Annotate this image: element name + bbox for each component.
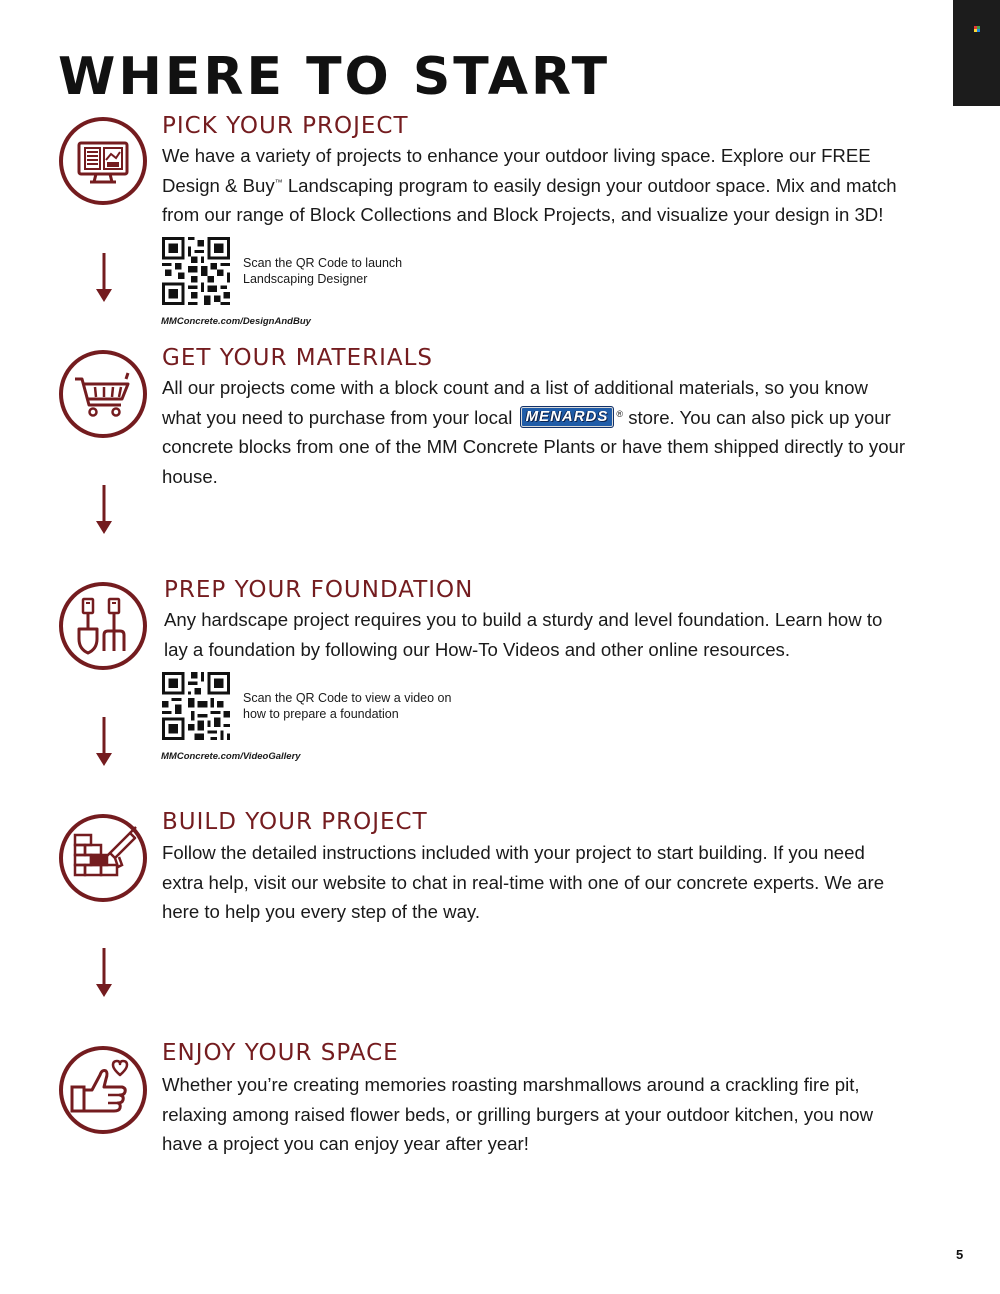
- corner-logo-dots: [974, 26, 980, 32]
- step-description: Follow the detailed instructions included with your project to start building. If you need extra help, visit our website to chat in real-time with one of our concrete experts. We are here to help you every step of the way.: [162, 842, 885, 922]
- step-heading: BUILD YOUR PROJECT: [162, 809, 428, 835]
- qr-caption: Scan the QR Code to launch Landscaping Designer: [243, 256, 403, 286]
- step-description-line: Landscaping program to easily design your outdoor space. Mix and match: [282, 174, 897, 196]
- qr-code-icon[interactable]: [162, 237, 230, 305]
- step-description-line: Design & Buy: [162, 174, 275, 196]
- menards-logo: MENARDS: [520, 406, 615, 428]
- down-arrow-icon: [93, 717, 115, 767]
- step-description: [162, 373, 907, 491]
- qr-url-link[interactable]: MMConcrete.com/VideoGallery: [161, 751, 301, 762]
- corner-tab: [953, 0, 1000, 106]
- registered-symbol: ®: [616, 408, 624, 419]
- down-arrow-icon: [93, 253, 115, 303]
- step-description-line: We have a variety of projects to enhance your outdoor living space. Explore our FREE: [162, 145, 871, 166]
- shopping-cart-icon: [58, 349, 148, 439]
- qr-url-link[interactable]: MMConcrete.com/DesignAndBuy: [161, 316, 311, 327]
- step-heading: ENJOY YOUR SPACE: [162, 1040, 399, 1066]
- brick-caulk-gun-icon: [58, 813, 148, 903]
- page-number: 5: [956, 1247, 964, 1262]
- qr-code-icon[interactable]: [162, 672, 230, 740]
- step-description: Whether you’re creating memories roasting marshmallows around a crackling fire pit, relaxing among raised flower beds, or grilling burgers at your outdoor kitchen, you now have a project you can enjoy year after year!: [162, 1074, 874, 1154]
- down-arrow-icon: [93, 485, 115, 535]
- computer-design-icon: [58, 116, 148, 206]
- shovel-rake-icon: [58, 581, 148, 671]
- page-title: WHERE TO START: [58, 47, 611, 107]
- step-description-text: store. You can also pick up your concrete blocks from one of the MM Concrete Plants or have them shipped directly to your house.: [162, 406, 906, 487]
- trademark-symbol: ™: [274, 177, 283, 187]
- step-heading: GET YOUR MATERIALS: [162, 345, 434, 371]
- step-description: [162, 141, 922, 230]
- step-description-text: All our projects come with a block count and a list of additional materials, so you know what you need to purchase from your local: [162, 377, 868, 428]
- step-heading: PREP YOUR FOUNDATION: [164, 577, 474, 603]
- step-heading: PICK YOUR PROJECT: [162, 113, 409, 139]
- thumbs-up-heart-icon: [58, 1045, 148, 1135]
- step-description-line: from our range of Block Collections and Block Projects, and visualize your design in 3D!: [162, 204, 884, 225]
- down-arrow-icon: [93, 948, 115, 998]
- qr-caption: Scan the QR Code to view a video on how to prepare a foundation: [243, 691, 452, 721]
- step-description: Any hardscape project requires you to build a sturdy and level foundation. Learn how to lay a foundation by following our How-To Videos and other online resources.: [164, 609, 883, 660]
